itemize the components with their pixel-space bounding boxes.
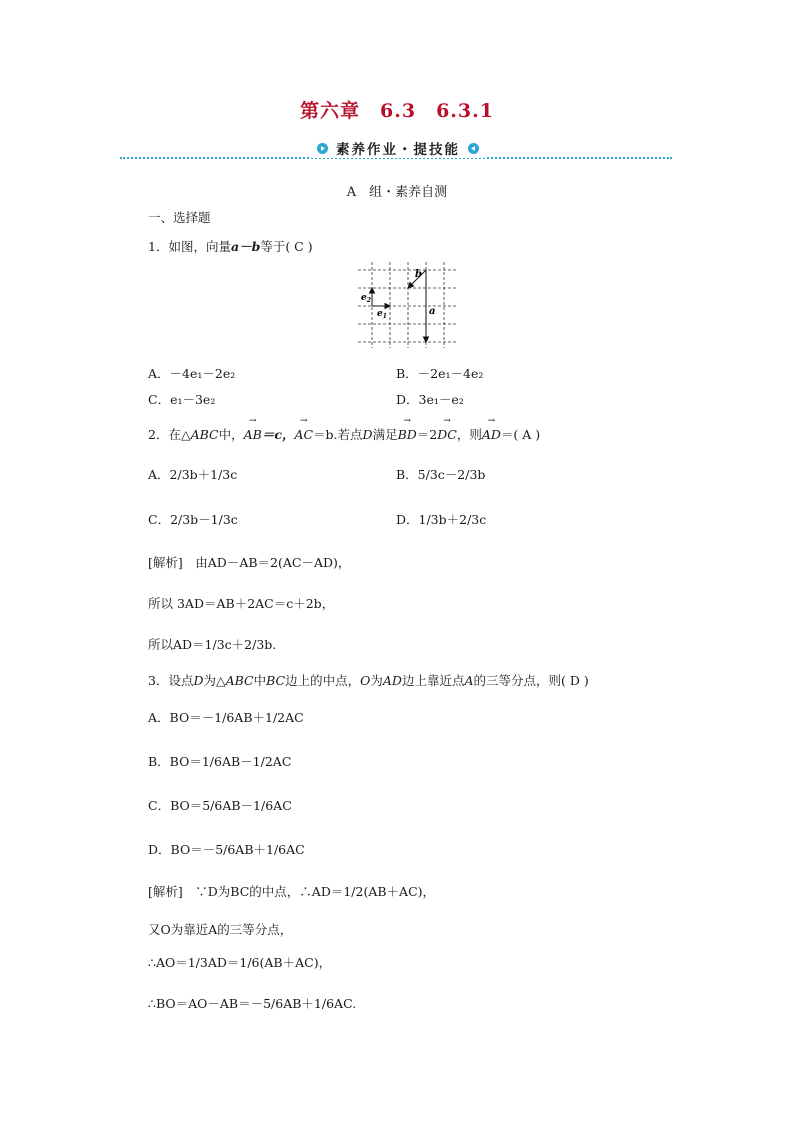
label-e2-sub: 2 xyxy=(366,297,371,304)
q3-text: 中 xyxy=(253,673,267,688)
banner xyxy=(120,138,672,162)
q2-analysis-text: 由AD－AB＝2(AC－AD)， xyxy=(195,555,351,570)
q3-option-a[interactable]: A．BO＝－1/6AB＋1/2AC xyxy=(148,710,304,725)
q2-text: ＝2 xyxy=(416,427,438,442)
page-title: 第六章 6.3 6.3.1 xyxy=(300,100,494,122)
q2-point-d: D xyxy=(362,427,373,442)
q2-text: 中， xyxy=(218,427,244,442)
q3-side-bc: BC xyxy=(266,673,286,688)
q2-analysis-1 xyxy=(148,553,350,571)
analysis-label: [解析] xyxy=(148,555,183,570)
q2-stem xyxy=(148,425,540,443)
q3-text: 边上的中点， xyxy=(285,673,361,688)
q3-triangle: ABC xyxy=(225,673,254,688)
q3-point-d: D xyxy=(193,673,204,688)
label-e1-main: e xyxy=(377,309,383,319)
q1-expr: a－b xyxy=(230,239,261,254)
q3-analysis-3: ∴AO＝1/3AD＝1/6(AB＋AC)， xyxy=(148,955,332,970)
label-b: b xyxy=(415,269,422,280)
q3-option-b[interactable]: B．BO＝1/6AB－1/2AC xyxy=(148,754,292,769)
label-e1-sub: 1 xyxy=(382,313,387,320)
q2-option-d[interactable]: D．1/3b＋2/3c xyxy=(396,512,487,527)
section-heading: 一、选择题 xyxy=(148,210,211,225)
q3-text: 为△ xyxy=(203,673,226,688)
q3-analysis-2: 又O为靠近A的三等分点， xyxy=(148,922,293,937)
q2-text: ＝b.若点 xyxy=(313,427,363,442)
q2-vec-bd: → BD xyxy=(398,427,417,442)
q2-vec-ac: → AC xyxy=(294,427,313,442)
q1-vector-grid-figure xyxy=(358,262,458,348)
banner-pill xyxy=(309,138,487,158)
q1-option-a[interactable]: A．－4e₁－2e₂ xyxy=(148,366,236,381)
analysis-label: [解析] xyxy=(148,884,183,899)
group-heading: A 组・素养自测 xyxy=(346,185,448,200)
play-left-icon xyxy=(468,143,479,154)
q3-stem xyxy=(148,671,589,689)
q1-stem-answer: 等于( C ) xyxy=(260,239,313,254)
q2-analysis-2: 所以 3AD＝AB＋2AC＝c＋2b， xyxy=(148,596,335,611)
q3-text: 3．设点 xyxy=(148,673,194,688)
q2-option-b[interactable]: B．5/3c－2/3b xyxy=(396,467,486,482)
q3-text: 为 xyxy=(370,673,383,688)
grid-lines xyxy=(358,262,458,348)
q2-text: ，则 xyxy=(456,427,482,442)
q2-vec-dc: → DC xyxy=(437,427,457,442)
q3-point-a: A xyxy=(464,673,474,688)
q3-option-d[interactable]: D．BO＝－5/6AB＋1/6AC xyxy=(148,842,305,857)
q3-option-c[interactable]: C．BO＝5/6AB－1/6AC xyxy=(148,798,292,813)
q2-vec-ab: → AB xyxy=(244,427,262,442)
q2-answer: ＝( A ) xyxy=(500,427,541,442)
q3-text: 边上靠近点 xyxy=(401,673,465,688)
q2-vec-ad: → AD xyxy=(482,427,501,442)
label-a: a xyxy=(429,306,436,317)
q1-stem-text: 1．如图，向量 xyxy=(148,239,231,254)
q3-analysis-text: ∵D为BC的中点，∴AD＝1/2(AB＋AC)， xyxy=(195,884,436,899)
q2-text: 2．在△ xyxy=(148,427,191,442)
q1-option-d[interactable]: D．3e₁－e₂ xyxy=(396,392,464,407)
q2-triangle: ABC xyxy=(190,427,219,442)
label-e1 xyxy=(377,309,387,320)
label-e2-main: e xyxy=(361,293,367,303)
q3-point-o: O xyxy=(360,673,371,688)
q1-option-c[interactable]: C．e₁－3e₂ xyxy=(148,392,216,407)
banner-text: 素养作业・提技能 xyxy=(336,142,460,158)
play-right-icon xyxy=(317,143,328,154)
q2-option-c[interactable]: C．2/3b－1/3c xyxy=(148,512,238,527)
q1-stem xyxy=(148,237,313,255)
q2-text: 满足 xyxy=(372,427,398,442)
q2-text: ＝c， xyxy=(261,427,295,442)
q3-answer: 的三等分点，则( D ) xyxy=(473,673,589,688)
q1-option-b[interactable]: B．－2e₁－4e₂ xyxy=(396,366,484,381)
q3-analysis-4: ∴BO＝AO－AB＝－5/6AB＋1/6AC. xyxy=(148,996,357,1011)
label-e2 xyxy=(361,293,371,304)
q2-option-a[interactable]: A．2/3b＋1/3c xyxy=(148,467,238,482)
q3-analysis-1 xyxy=(148,882,435,900)
q3-side-ad: AD xyxy=(382,673,402,688)
q2-analysis-3: 所以AD＝1/3c＋2/3b. xyxy=(148,637,277,652)
